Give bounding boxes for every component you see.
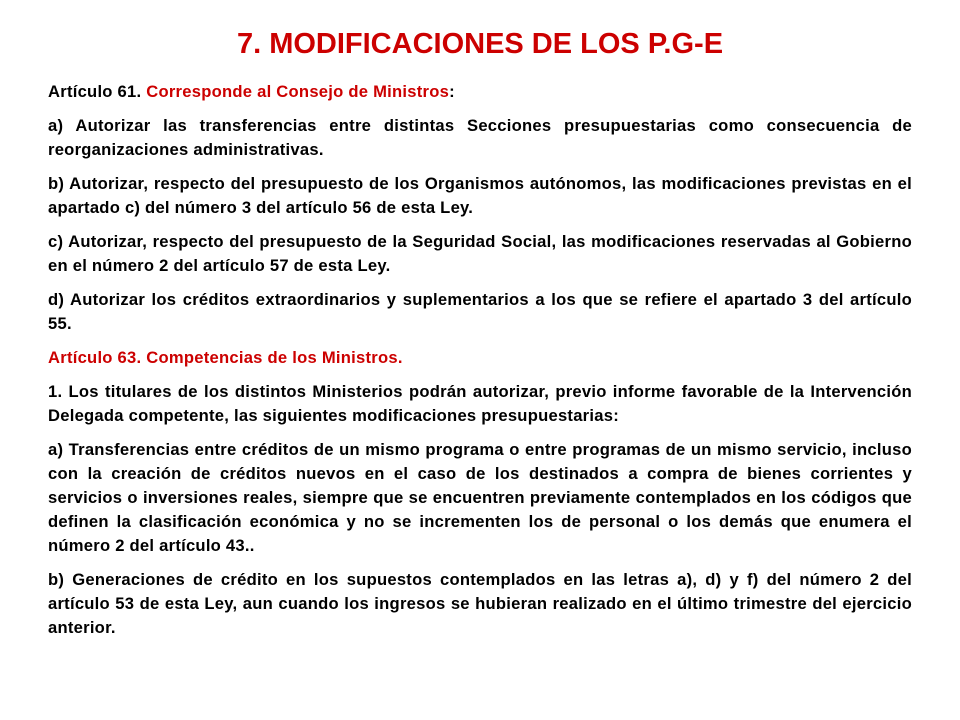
article-63-item-b: b) Generaciones de crédito en los supuestos contemplados en las letras a), d) y f) del número 2 del artículo 53 de esta Ley, aun cuando los ingresos se hubieran realizado en el último trimestre del ejercicio anterior. bbox=[48, 570, 912, 637]
article-63-intro: 1. Los titulares de los distintos Ministerios podrán autorizar, previo informe favorable de la Intervención Delegada competente, las siguientes modificaciones presupuestarias: bbox=[48, 382, 912, 425]
article-63-item-a: a) Transferencias entre créditos de un mismo programa o entre programas de un mismo servicio, incluso con la creación de créditos nuevos en el caso de los destinados a compra de bienes corrientes y servicios o inversiones reales, siempre que se encuentren previamente contemplados en los códigos que definen la clasificación económica y no se incrementen los de personal o los demás que enumera el número 2 del artículo 43.. bbox=[48, 440, 912, 555]
article-61-title: Corresponde al Consejo de Ministros bbox=[146, 82, 450, 101]
article-61-item-d: d) Autorizar los créditos extraordinarios y suplementarios a los que se refiere el apartado 3 del artículo 55. bbox=[48, 290, 912, 333]
slide-body bbox=[48, 80, 912, 650]
article-63-heading: Artículo 63. Competencias de los Ministros. bbox=[48, 348, 403, 367]
article-61-item-b: b) Autorizar, respecto del presupuesto de los Organismos autónomos, las modificaciones previstas en el apartado c) del número 3 del artículo 56 de esta Ley. bbox=[48, 174, 912, 217]
article-61-item-a: a) Autorizar las transferencias entre distintas Secciones presupuestarias como consecuencia de reorganizaciones administrativas. bbox=[48, 116, 912, 159]
article-61-heading bbox=[48, 80, 912, 104]
article-61-prefix: Artículo 61. bbox=[48, 82, 147, 101]
article-61-suffix: : bbox=[449, 82, 455, 101]
slide-title: 7. MODIFICACIONES DE LOS P.G-E bbox=[236, 28, 724, 60]
article-61-item-c: c) Autorizar, respecto del presupuesto de la Seguridad Social, las modificaciones reservadas al Gobierno en el número 2 del artículo 57 de esta Ley. bbox=[48, 232, 912, 275]
